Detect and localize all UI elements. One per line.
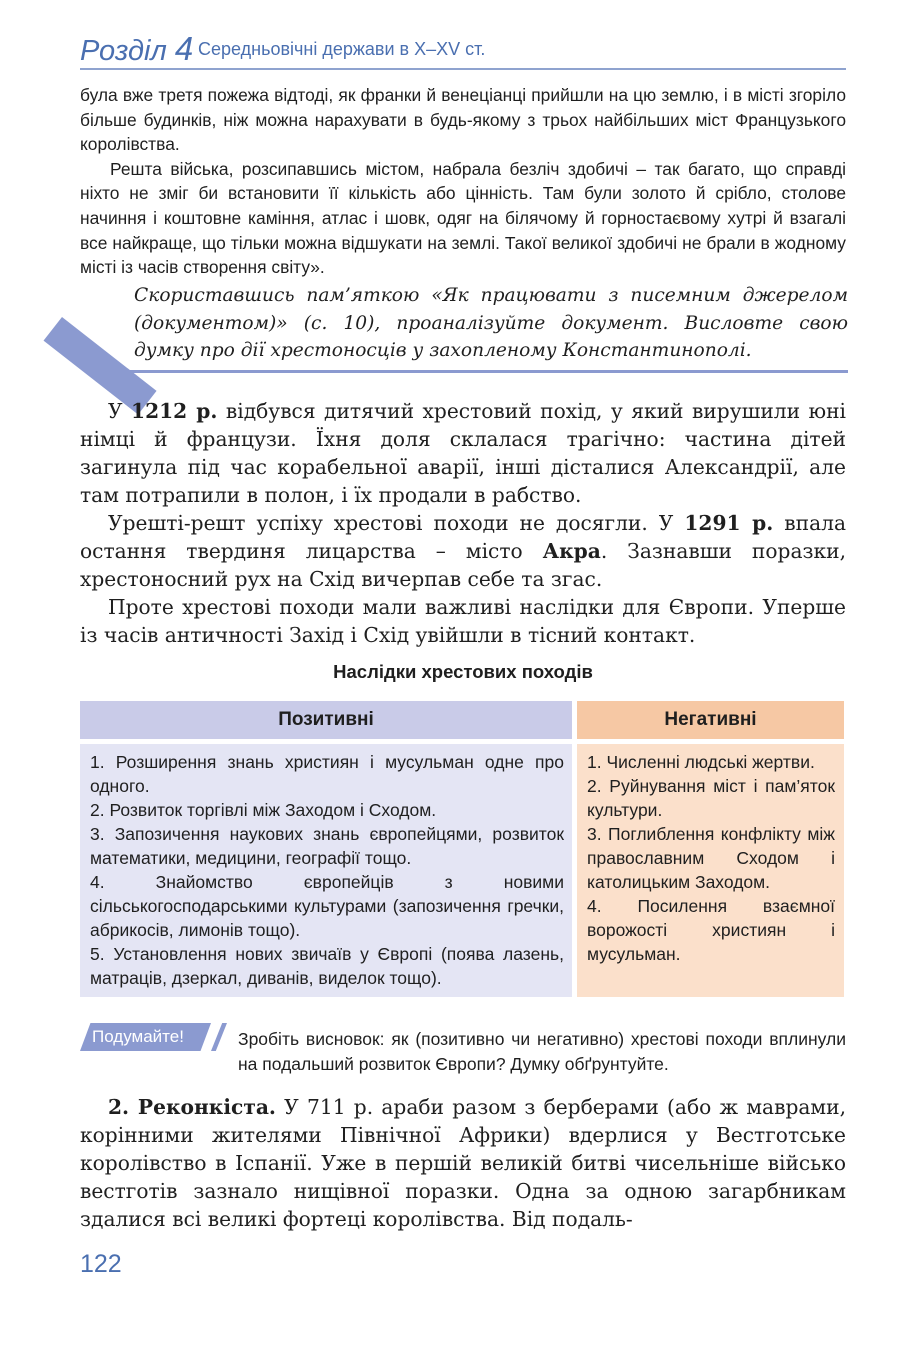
header-rule — [80, 68, 846, 70]
list-item: 2. Розвиток торгівлі між Заходом і Сходом. — [90, 800, 437, 820]
section-heading: 2. Реконкіста. — [108, 1095, 276, 1119]
paragraph: Урешті-решт успіху хрестові походи не досягли. У 1291 р. впала остання твердиня лицарства – місто Акра. Зазнавши поразки, хрестоносний рух на Схід вичерпав себе та згас. — [80, 511, 846, 591]
main-text — [80, 397, 846, 649]
think-label: Подумайте! — [92, 1027, 184, 1046]
think-text: Зробіть висновок: як (позитивно чи негативно) хрестові походи вплинули на подальший розвиток Європи? Думку обґрунтуйте. — [238, 1029, 846, 1074]
list-item: 3. Запозичення наукових знань європейцями, розвиток математики, медицини, географії тощо. — [90, 824, 564, 868]
quote-paragraph: Решта війська, розсипавшись містом, набрала безліч здобичі – так багато, що справді ніхто не зміг би встановити її кількість або цінність. Там були золото й срібло, столове начиння і коштовне каміння, атлас і шовк, одяг на білячому й горностаєвому хутрі й взагалі все найкраще, що тільки можна відшукати на землі. Такої великої здобичі не брали в жодному місті із часів створення світу». — [80, 158, 846, 278]
column-header-negative: Негативні — [577, 701, 844, 739]
think-block — [80, 1023, 846, 1075]
list-item: 1. Численні людські жертви. — [587, 752, 815, 772]
quote-paragraph: була вже третя пожежа відтоді, як франки й венеціанці прийшли на цю землю, і в місті згоріло більше будинків, ніж можна нарахувати в будь-якому з трьох найбільших міст Французького королівства. — [80, 85, 846, 155]
source-quote — [80, 83, 846, 280]
list-item: 4. Знайомство європейців з новими сільськогосподарськими культурами (запозичення гречки, абрикосів, лимонів тощо). — [90, 872, 564, 940]
task-block — [62, 282, 852, 378]
page-number: 122 — [80, 1250, 122, 1278]
list-item: 1. Розширення знань християн і мусульман одне про одного. — [90, 752, 564, 796]
paragraph: Проте хрестові походи мали важливі наслідки для Європи. Уперше із часів античності Захід і Схід увійшли в тісний контакт. — [80, 595, 846, 647]
running-header — [80, 28, 846, 72]
slash-icon — [211, 1023, 227, 1051]
list-item: 3. Поглиблення конфлікту між православним Сходом і католицьким Заходом. — [587, 824, 835, 892]
list-item: 2. Руйнування міст і пам’яток культури. — [587, 776, 835, 820]
chapter-label: Розділ 4 — [80, 30, 194, 67]
consequences-table — [80, 701, 844, 997]
paragraph: 2. Реконкіста. У 711 р. араби разом з берберами (або ж маврами, корінними жителями Північної Африки) вдерлися у Вестготське королівство в Іспанії. Уже в першій великій битві чисельніше військо вестготів зазнало нищівної поразки. Одна за одною загарбникам здалися всі великі фортеці королівства. Від подаль- — [80, 1095, 846, 1231]
task-text: Скориставшись пам’яткою «Як працювати з писемним джерелом (документом)» (с. 10), проаналізуйте документ. Висловте свою думку про дії хрестоносців у захопленому Константинополі. — [134, 285, 848, 361]
chapter-title: Середньовічні держави в Х–ХV ст. — [198, 39, 486, 59]
paragraph: У 1212 р. відбувся дитячий хрестовий похід, у який вирушили юні німці й французи. Їхня доля склалася трагічно: частина дітей загинула під час корабельної аварії, інші дісталися Александрії, але там потрапили в полон, і їх продали в рабство. — [80, 399, 847, 507]
think-badge — [80, 1023, 230, 1051]
list-item: 4. Посилення взаємної ворожості християн і мусульман. — [587, 896, 835, 964]
task-rule — [130, 370, 848, 373]
column-header-positive: Позитивні — [80, 701, 572, 739]
table-title: Наслідки хрестових походів — [333, 661, 593, 682]
positive-cell — [90, 750, 564, 990]
negative-cell — [587, 750, 835, 966]
list-item: 5. Установлення нових звичаїв у Європі (поява лазень, матраців, дзеркал, диванів, виделок тощо). — [90, 944, 564, 988]
main-text-2 — [80, 1093, 846, 1233]
